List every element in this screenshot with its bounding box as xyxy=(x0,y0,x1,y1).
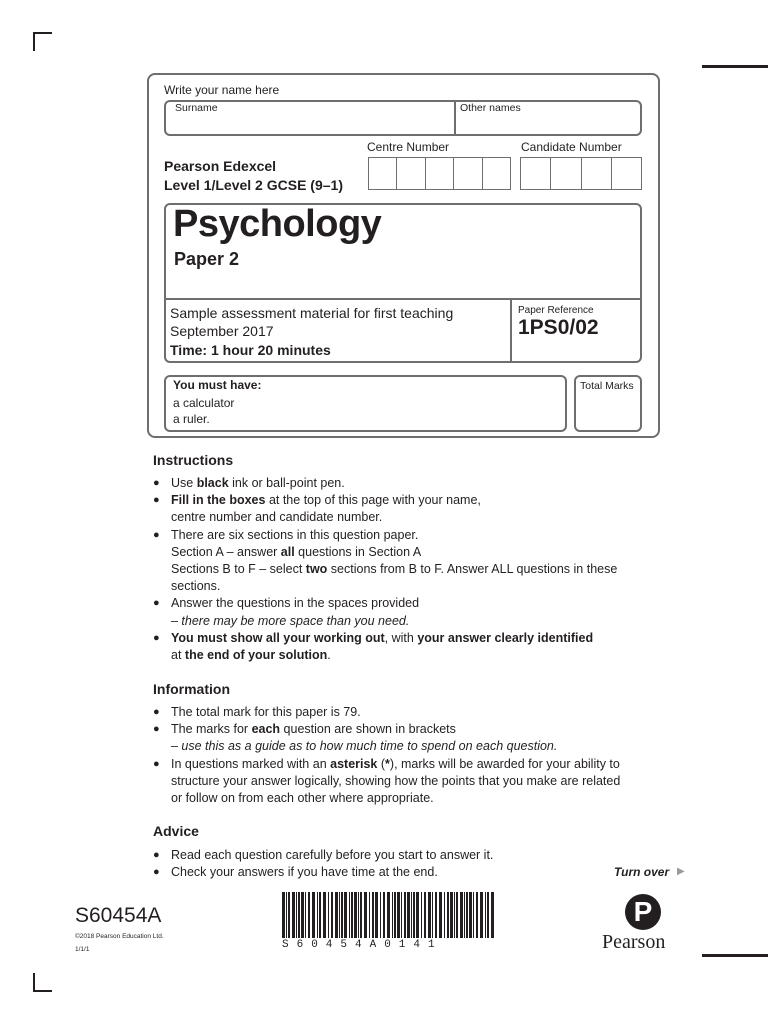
barcode-bar xyxy=(480,892,483,938)
barcode-bar xyxy=(335,892,338,938)
digit-box[interactable] xyxy=(482,157,511,190)
paper-code: S60454A xyxy=(75,904,162,927)
barcode xyxy=(282,892,494,942)
barcode-bar xyxy=(323,892,326,938)
barcode-bar xyxy=(439,892,442,938)
barcode-bar xyxy=(392,892,393,938)
barcode-bar xyxy=(351,892,353,938)
list-item: ● The marks for each question are shown in brackets – use this as a guide as to how much time to spend on each question. xyxy=(153,721,653,755)
barcode-bar xyxy=(360,892,362,938)
centre-number-field[interactable] xyxy=(368,157,511,190)
barcode-bar xyxy=(387,892,390,938)
digit-box[interactable] xyxy=(520,157,550,190)
sample-note xyxy=(170,304,453,340)
barcode-bar xyxy=(487,892,489,938)
must-have-items xyxy=(173,395,234,427)
barcode-bar xyxy=(473,892,474,938)
barcode-bar xyxy=(341,892,343,938)
barcode-bar xyxy=(485,892,486,938)
digit-box[interactable] xyxy=(453,157,481,190)
barcode-bar xyxy=(354,892,357,938)
triangle-right-icon: ▶ xyxy=(677,866,685,877)
barcode-bar xyxy=(394,892,396,938)
barcode-bar xyxy=(476,892,478,938)
divider xyxy=(510,299,512,362)
list-item: a calculator xyxy=(173,396,235,410)
barcode-bar xyxy=(416,892,419,938)
barcode-bar xyxy=(301,892,304,938)
barcode-bar xyxy=(319,892,321,938)
barcode-bar xyxy=(358,892,359,938)
barcode-bar xyxy=(372,892,374,938)
exam-board xyxy=(164,157,343,195)
subject-title: Psychology xyxy=(173,203,382,245)
barcode-bar xyxy=(428,892,431,938)
write-name-label: Write your name here xyxy=(164,83,280,97)
barcode-bar xyxy=(421,892,422,938)
crop-mark xyxy=(33,32,52,34)
divider xyxy=(165,298,641,300)
barcode-text: S60454A0141 xyxy=(282,939,443,951)
list-item: ● In questions marked with an asterisk (*), marks will be awarded for your ability to structure your answer logically, showing how the points that you make are related or follow on from each other where appropriate. xyxy=(153,756,653,808)
barcode-bar xyxy=(460,892,463,938)
barcode-bar xyxy=(450,892,453,938)
barcode-bar xyxy=(331,892,333,938)
barcode-bar xyxy=(411,892,412,938)
list-item: ● Fill in the boxes at the top of this page with your name, centre number and candidate number. xyxy=(153,492,653,526)
barcode-bar xyxy=(364,892,367,938)
barcode-bar xyxy=(444,892,445,938)
barcode-bar xyxy=(466,892,468,938)
sample-line: Sample assessment material for first teaching xyxy=(170,305,454,321)
logo-letter: P xyxy=(633,896,653,927)
logo-wordmark: Pearson xyxy=(602,931,666,953)
barcode-bar xyxy=(305,892,306,938)
other-names-label: Other names xyxy=(460,102,521,114)
barcode-bar xyxy=(308,892,310,938)
edge-bar xyxy=(702,954,768,957)
barcode-bar xyxy=(424,892,426,938)
barcode-bar xyxy=(407,892,410,938)
barcode-bar xyxy=(317,892,318,938)
barcode-bar xyxy=(380,892,381,938)
barcode-bar xyxy=(383,892,385,938)
barcode-bar xyxy=(404,892,406,938)
barcode-bar xyxy=(432,892,433,938)
digit-box[interactable] xyxy=(396,157,424,190)
crop-mark xyxy=(33,32,35,51)
print-code: 1/1/1 xyxy=(75,946,90,953)
barcode-bar xyxy=(413,892,415,938)
total-marks-label: Total Marks xyxy=(580,380,634,392)
barcode-bar xyxy=(456,892,458,938)
digit-box[interactable] xyxy=(581,157,611,190)
must-have-title: You must have: xyxy=(173,378,262,392)
crop-mark xyxy=(33,990,52,992)
barcode-bar xyxy=(288,892,290,938)
barcode-bar xyxy=(369,892,370,938)
barcode-bar xyxy=(296,892,297,938)
paper-reference-label: Paper Reference xyxy=(518,305,594,316)
edge-bar xyxy=(702,65,768,68)
candidate-number-label: Candidate Number xyxy=(521,140,622,154)
barcode-bar xyxy=(344,892,347,938)
copyright-text: ©2018 Pearson Education Ltd. xyxy=(75,933,164,940)
instructions-heading: Instructions xyxy=(153,452,234,468)
list-item: ● Check your answers if you have time at the end. xyxy=(153,864,593,881)
barcode-bar xyxy=(375,892,378,938)
barcode-bar xyxy=(491,892,494,938)
sample-line: September 2017 xyxy=(170,323,274,339)
board-name: Pearson Edexcel xyxy=(164,158,277,174)
barcode-bar xyxy=(282,892,285,938)
information-list xyxy=(153,704,653,807)
barcode-bar xyxy=(312,892,315,938)
list-item: ● Answer the questions in the spaces provided – there may be more space than you need. xyxy=(153,595,653,629)
digit-box[interactable] xyxy=(611,157,642,190)
barcode-bar xyxy=(401,892,402,938)
exam-time: Time: 1 hour 20 minutes xyxy=(170,342,331,358)
list-item: ● There are six sections in this question paper. Section A – answer all questions in Section A Sections B to F – select two sections from B to F. Answer ALL questions in these sections. xyxy=(153,527,653,596)
copyright xyxy=(75,930,164,956)
barcode-bar xyxy=(292,892,295,938)
barcode-bar xyxy=(328,892,329,938)
list-item: ● Read each question carefully before you start to answer it. xyxy=(153,847,593,864)
name-divider xyxy=(454,101,456,135)
barcode-bar xyxy=(298,892,300,938)
advice-list xyxy=(153,847,593,881)
list-item: ● You must show all your working out, with your answer clearly identified at the end of your solution. xyxy=(153,630,653,664)
information-heading: Information xyxy=(153,681,230,697)
list-item: a ruler. xyxy=(173,412,210,426)
centre-number-label: Centre Number xyxy=(367,140,450,154)
barcode-bar xyxy=(435,892,437,938)
instructions-list xyxy=(153,475,653,664)
digit-box[interactable] xyxy=(368,157,396,190)
barcode-bar xyxy=(397,892,400,938)
barcode-bar xyxy=(339,892,340,938)
surname-label: Surname xyxy=(175,102,218,114)
barcode-bar xyxy=(286,892,287,938)
barcode-bar xyxy=(464,892,465,938)
name-field[interactable] xyxy=(164,100,642,136)
list-item: ● Use black ink or ball-point pen. xyxy=(153,475,653,492)
paper-number: Paper 2 xyxy=(174,249,240,269)
barcode-bar xyxy=(447,892,449,938)
digit-box[interactable] xyxy=(550,157,580,190)
barcode-bar xyxy=(454,892,455,938)
advice-heading: Advice xyxy=(153,823,199,839)
barcode-bar xyxy=(349,892,350,938)
digit-box[interactable] xyxy=(425,157,453,190)
paper-reference-value: 1PS0/02 xyxy=(518,316,599,339)
qualification-level: Level 1/Level 2 GCSE (9–1) xyxy=(164,177,343,193)
barcode-bar xyxy=(469,892,472,938)
turn-over-label: Turn over xyxy=(614,865,670,879)
candidate-number-field[interactable] xyxy=(520,157,642,190)
list-item: ● The total mark for this paper is 79. xyxy=(153,704,653,721)
